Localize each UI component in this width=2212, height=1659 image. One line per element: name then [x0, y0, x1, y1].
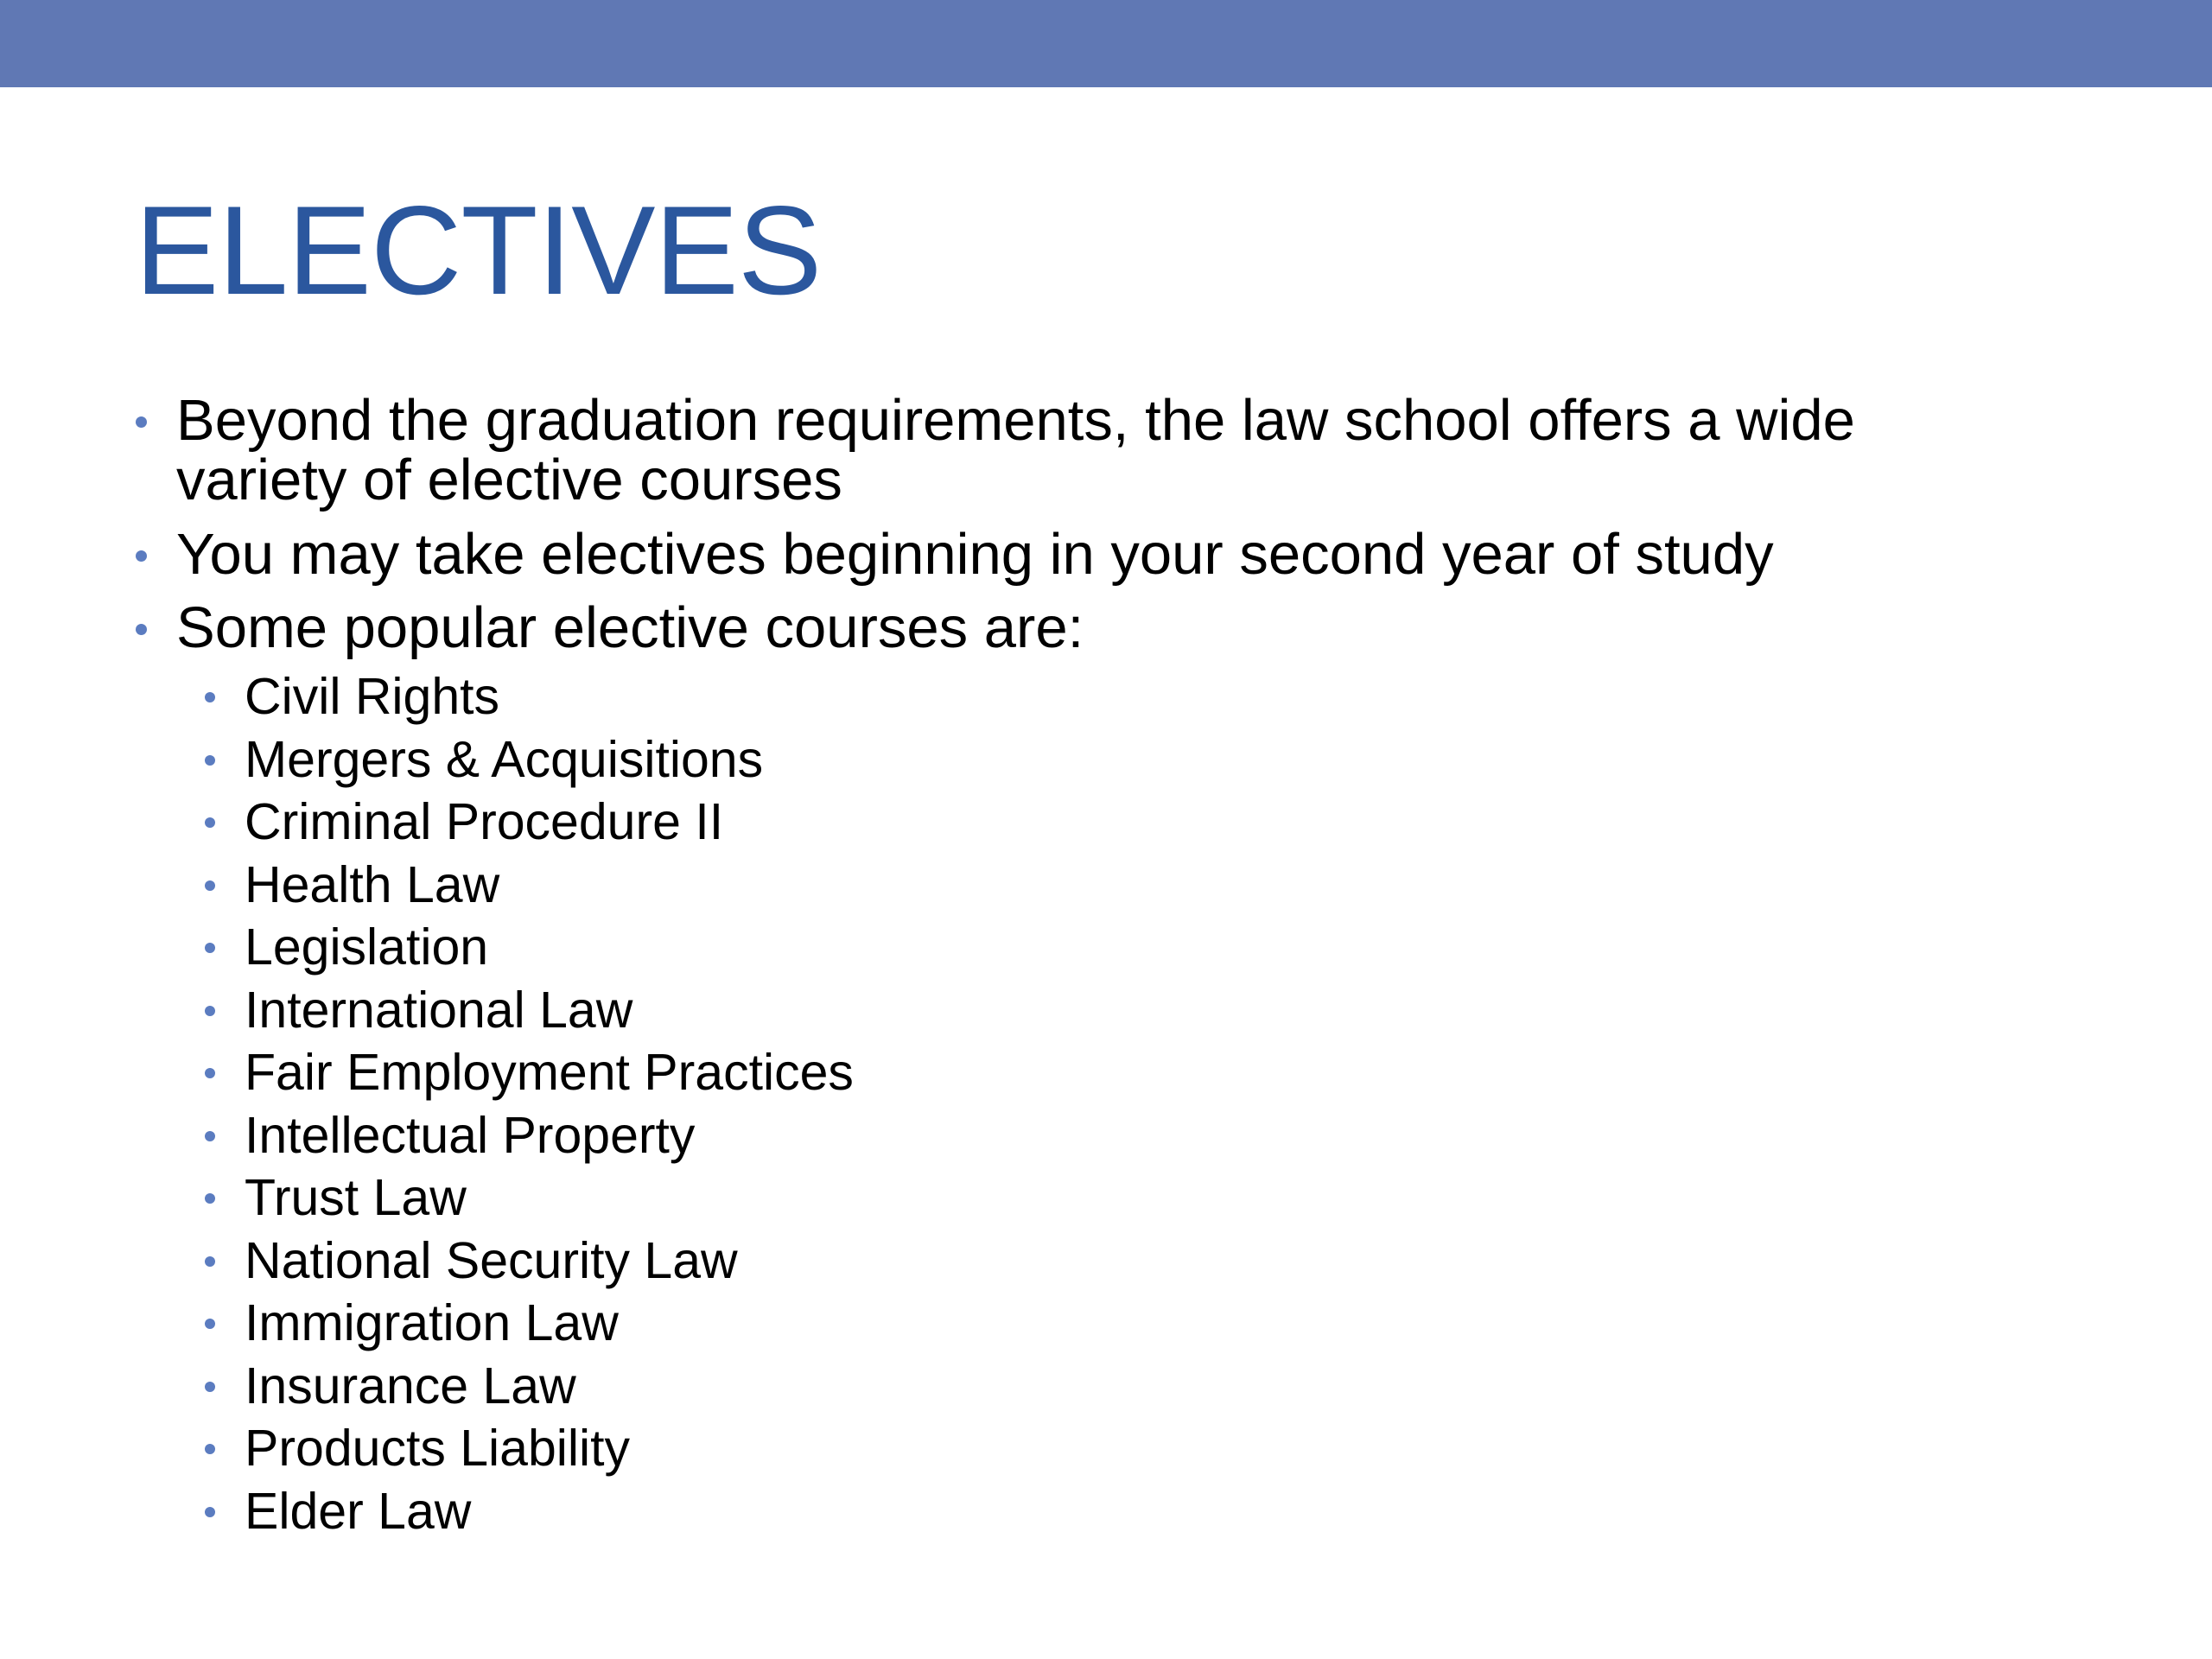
course-name: Fair Employment Practices: [245, 1044, 854, 1101]
bullet-text-line: variety of elective courses: [176, 448, 842, 512]
course-list-item: [245, 979, 854, 1042]
bullet-item: [176, 522, 1774, 587]
course-list-item: [245, 1292, 854, 1355]
bullet-dot-icon: [136, 624, 147, 635]
bullet-dot-icon: [205, 755, 215, 766]
course-list-item: [245, 1355, 854, 1418]
bullet-dot-icon: [205, 1444, 215, 1454]
course-name: Civil Rights: [245, 668, 500, 725]
course-name: Products Liability: [245, 1420, 630, 1477]
course-name: Health Law: [245, 855, 500, 913]
bullet-item: [176, 595, 1084, 660]
course-list-item: [245, 791, 854, 854]
course-list-item: [245, 1166, 854, 1230]
course-list-item: [245, 728, 854, 791]
course-list-item: [245, 1041, 854, 1104]
bullet-text: You may take electives beginning in your second year of study: [176, 522, 1774, 587]
bullet-text: Some popular elective courses are:: [176, 595, 1084, 660]
course-list-item: [245, 854, 854, 917]
course-name: Criminal Procedure II: [245, 793, 724, 850]
bullet-dot-icon: [205, 1256, 215, 1267]
bullet-text-line: Beyond the graduation requirements, the law school offers a wide: [176, 388, 1855, 453]
course-name: International Law: [245, 981, 633, 1039]
bullet-dot-icon: [205, 1006, 215, 1016]
course-list-item: [245, 1230, 854, 1293]
course-list-item: [245, 665, 854, 728]
course-list: [0, 665, 854, 1542]
course-name: Insurance Law: [245, 1357, 576, 1414]
course-name: Immigration Law: [245, 1294, 619, 1351]
bullet-item: [176, 388, 1855, 512]
bullet-dot-icon: [205, 692, 215, 702]
bullet-dot-icon: [205, 1068, 215, 1078]
course-list-item: [245, 1417, 854, 1480]
bullet-dot-icon: [136, 416, 147, 428]
course-list-item: [245, 916, 854, 979]
course-name: National Security Law: [245, 1231, 738, 1289]
course-name: Intellectual Property: [245, 1106, 696, 1164]
bullet-dot-icon: [205, 1382, 215, 1392]
bullet-dot-icon: [205, 1131, 215, 1141]
bullet-dot-icon: [205, 1319, 215, 1329]
bullet-dot-icon: [205, 943, 215, 953]
bullet-dot-icon: [205, 1507, 215, 1517]
bullet-dot-icon: [205, 817, 215, 828]
course-list-item: [245, 1480, 854, 1543]
course-name: Trust Law: [245, 1169, 467, 1226]
course-name: Elder Law: [245, 1482, 472, 1540]
course-name: Legislation: [245, 918, 489, 976]
bullet-dot-icon: [136, 550, 147, 562]
course-name: Mergers & Acquisitions: [245, 730, 764, 788]
slide-title: ELECTIVES: [135, 180, 822, 321]
bullet-dot-icon: [205, 1193, 215, 1204]
bullet-dot-icon: [205, 880, 215, 891]
course-list-item: [245, 1104, 854, 1167]
